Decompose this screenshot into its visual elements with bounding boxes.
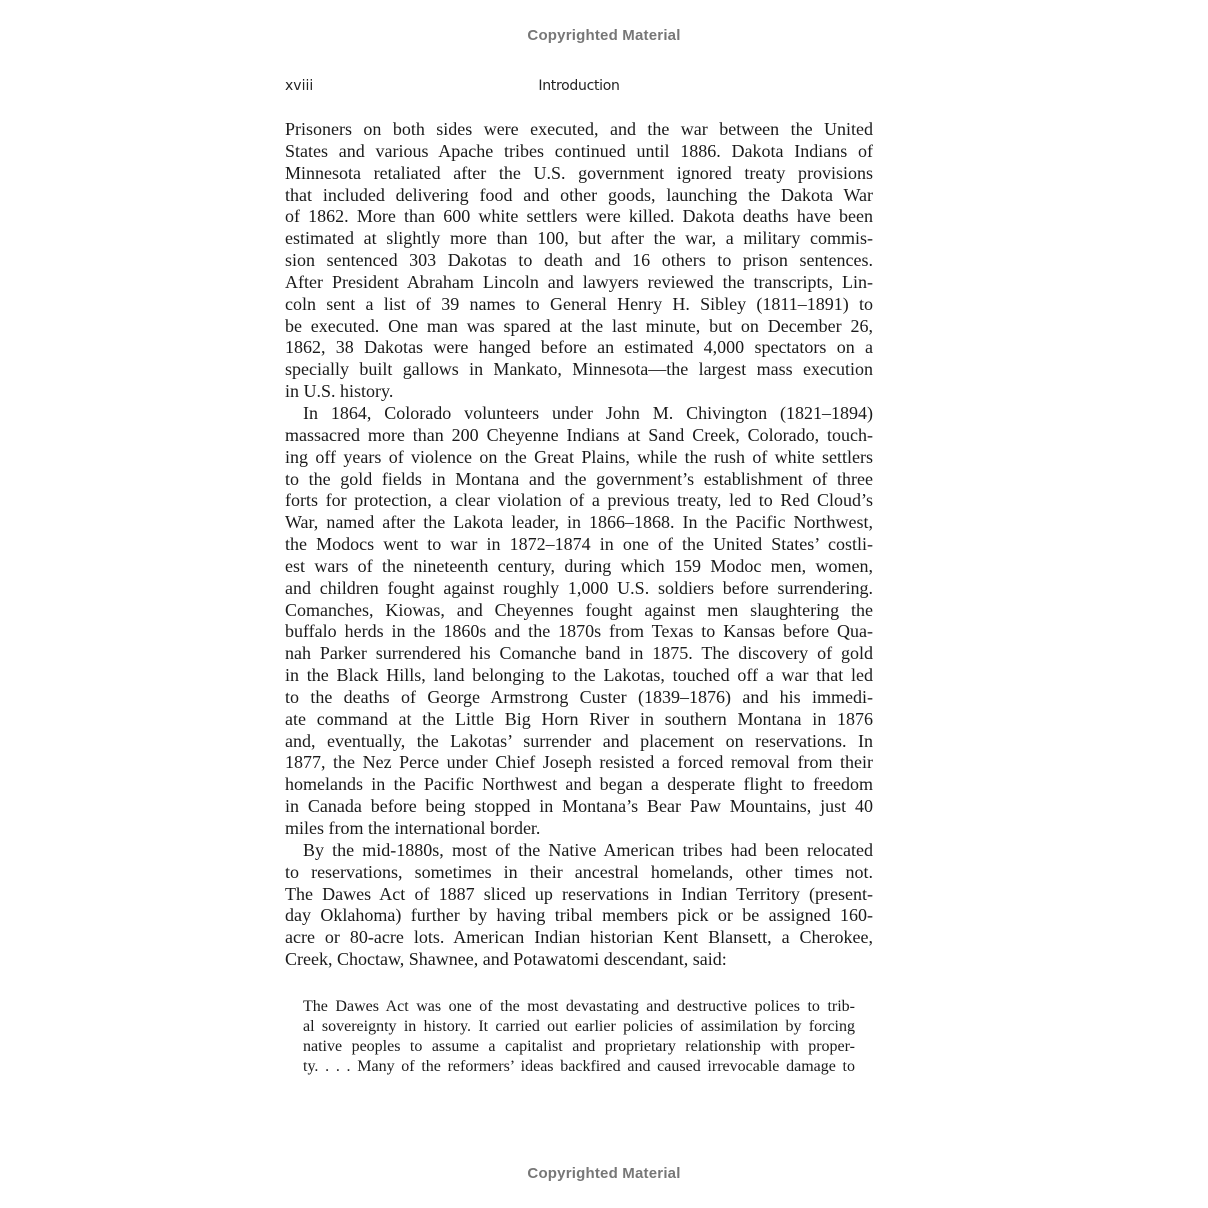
quote-line: ty. . . . Many of the reformers’ ideas backfired and caused irrevocable damage to [303,1058,855,1075]
text-line: ing off years of violence on the Great Plains, while the rush of white settlers [285,446,873,467]
text-line: Prisoners on both sides were executed, and the war between the United [285,119,873,139]
text-line: buffalo herds in the 1860s and the 1870s from Texas to Kansas before Qua- [285,621,873,642]
text-line: 1877, the Nez Perce under Chief Joseph resisted a forced removal from their [285,752,873,773]
paragraph-2 [285,403,873,840]
text-line: States and various Apache tribes continued until 1886. Dakota Indians of [285,140,873,161]
text-line: nah Parker surrendered his Comanche band in 1875. The discovery of gold [285,643,873,664]
text-line: be executed. One man was spared at the last minute, but on December 26, [285,315,873,336]
text-line: that included delivering food and other goods, launching the Dakota War [285,184,873,205]
text-line: specially built gallows in Mankato, Minnesota—the largest mass execution [285,359,873,380]
text-line: to the gold fields in Montana and the government’s establishment of three [285,468,873,489]
text-line: in Canada before being stopped in Montana’s Bear Paw Mountains, just 40 [285,796,873,817]
text-line: In 1864, Colorado volunteers under John M. Chivington (1821–1894) [303,402,873,423]
text-line: homelands in the Pacific Northwest and began a desperate flight to freedom [285,774,873,795]
text-line: Comanches, Kiowas, and Cheyennes fought against men slaughtering the [285,599,873,620]
text-line: forts for protection, a clear violation of a previous treaty, led to Red Cloud’s [285,490,873,511]
text-line: massacred more than 200 Cheyenne Indians at Sand Creek, Colorado, touch- [285,424,873,445]
copyright-watermark-top: Copyrighted Material [527,27,681,44]
page-number: xviii [285,78,314,94]
text-line: day Oklahoma) further by having tribal members pick or be assigned 160- [285,905,873,926]
text-line: acre or 80-acre lots. American Indian historian Kent Blansett, a Cherokee, [285,927,873,948]
body-text [285,119,873,971]
text-line: ate command at the Little Big Horn River in southern Montana in 1876 [285,708,873,729]
chapter-title: Introduction [538,78,620,94]
text-line: Creek, Choctaw, Shawnee, and Potawatomi descendant, said: [285,949,727,970]
quote-line: native peoples to assume a capitalist and proprietary relationship with proper- [303,1038,855,1055]
text-line: to the deaths of George Armstrong Custer (1839–1876) and his immedi- [285,686,873,707]
text-line: est wars of the nineteenth century, during which 159 Modoc men, women, [285,555,873,576]
running-head [285,78,873,98]
text-line: in U.S. history. [285,381,394,402]
text-line: 1862, 38 Dakotas were hanged before an estimated 4,000 spectators on a [285,337,873,358]
text-line: After President Abraham Lincoln and lawyers reviewed the transcripts, Lin- [285,271,873,292]
text-line: in the Black Hills, land belonging to the Lakotas, touched off a war that led [285,665,873,686]
text-line: to reservations, sometimes in their ancestral homelands, other times not. [285,861,873,882]
text-line: miles from the international border. [285,818,541,838]
block-quote [303,997,855,1077]
text-line: Minnesota retaliated after the U.S. government ignored treaty provisions [285,162,873,183]
paragraph-1 [285,119,873,403]
text-line: The Dawes Act of 1887 sliced up reservations in Indian Territory (present- [285,883,873,904]
quote-line: The Dawes Act was one of the most devastating and destructive polices to trib- [303,998,855,1015]
text-line: and, eventually, the Lakotas’ surrender and placement on reservations. In [285,730,873,751]
paragraph-3 [285,840,873,971]
text-line: the Modocs went to war in 1872–1874 in one of the United States’ costli- [285,534,873,555]
text-line: coln sent a list of 39 names to General Henry H. Sibley (1811–1891) to [285,293,873,314]
text-line: sion sentenced 303 Dakotas to death and 16 others to prison sentences. [285,250,873,271]
text-line: estimated at slightly more than 100, but after the war, a military commis- [285,228,873,249]
text-line: of 1862. More than 600 white settlers were killed. Dakota deaths have been [285,206,873,227]
quote-line: al sovereignty in history. It carried out earlier policies of assimilation by forcing [303,1018,855,1035]
text-line: War, named after the Lakota leader, in 1866–1868. In the Pacific Northwest, [285,512,873,533]
text-line: and children fought against roughly 1,000 U.S. soldiers before surrendering. [285,577,873,598]
text-line: By the mid-1880s, most of the Native American tribes had been relocated [303,839,873,860]
copyright-watermark-bottom: Copyrighted Material [527,1165,681,1182]
